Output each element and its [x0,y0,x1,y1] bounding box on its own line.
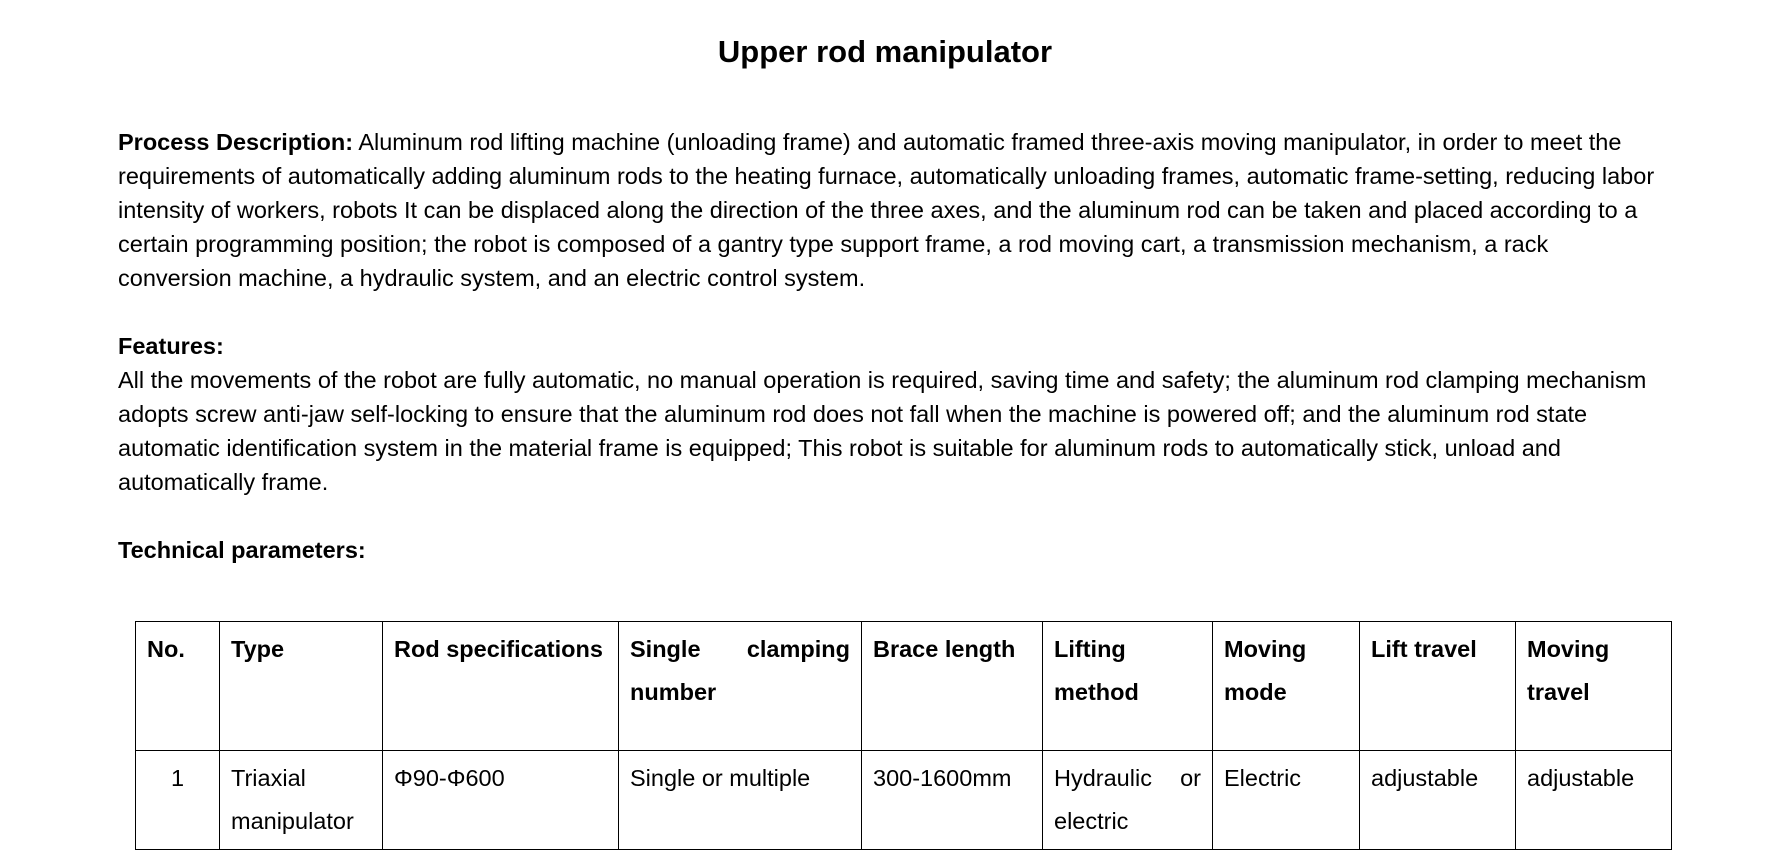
cell-no: 1 [136,751,220,850]
header-lifting-method: Lifting method [1043,622,1213,751]
cell-type: Triaxial manipulator [220,751,383,850]
document-title: Upper rod manipulator [717,34,1053,69]
features-heading: Features: [118,333,224,359]
cell-rod-specifications: Φ90-Φ600 [383,751,619,850]
table-header-row [136,622,1672,751]
technical-parameters-heading: Technical parameters: [118,537,366,563]
cell-moving-travel: adjustable [1516,751,1672,850]
features-text: All the movements of the robot are fully automatic, no manual operation is required, saving time and safety; the aluminum rod clamping mechanism adopts screw anti-jaw self-locking to ensure that the aluminum rod does not fall when the machine is powered off; and the aluminum rod state automatic identification system in the material frame is equipped; This robot is suitable for aluminum rods to automatically stick, unload and automatically frame. [118,367,1647,495]
header-moving-mode: Moving mode [1213,622,1360,751]
header-rod-specifications: Rod specifications [383,622,619,751]
process-description-label: Process Description: [118,129,354,155]
cell-lifting-electric: electric [1054,808,1129,834]
technical-parameters-table [135,621,1672,850]
cell-lifting-or: or [1180,765,1201,791]
process-description [118,125,1658,295]
header-number-word: number [630,679,717,705]
header-lift-travel: Lift travel [1360,622,1516,751]
header-no: No. [136,622,220,751]
cell-brace-length: 300-1600mm [862,751,1043,850]
cell-moving-mode: Electric [1213,751,1360,850]
cell-lifting-method [1043,751,1213,850]
header-single-word: Single [630,636,701,662]
cell-single-clamping-number: Single or multiple [619,751,862,850]
header-clamping-word: clamping [746,636,850,662]
header-single-clamping-number [619,622,862,751]
table-row [136,751,1672,850]
header-moving-travel: Moving travel [1516,622,1672,751]
header-brace-length: Brace length [862,622,1043,751]
cell-lifting-hydraulic: Hydraulic [1054,765,1152,791]
header-type: Type [220,622,383,751]
cell-lift-travel: adjustable [1360,751,1516,850]
process-description-text: Aluminum rod lifting machine (unloading frame) and automatic framed three-axis moving manipulator, in order to meet the requirements of automatically adding aluminum rods to the heating furnace, automatically unloading frames, automatic frame-setting, reducing labor intensity of workers, robots It can be displaced along the direction of the three axes, and the aluminum rod can be taken and placed according to a certain programming position; the robot is composed of a gantry type support frame, a rod moving cart, a transmission mechanism, a rack conversion machine, a hydraulic system, and an electric control system. [118,129,1655,291]
